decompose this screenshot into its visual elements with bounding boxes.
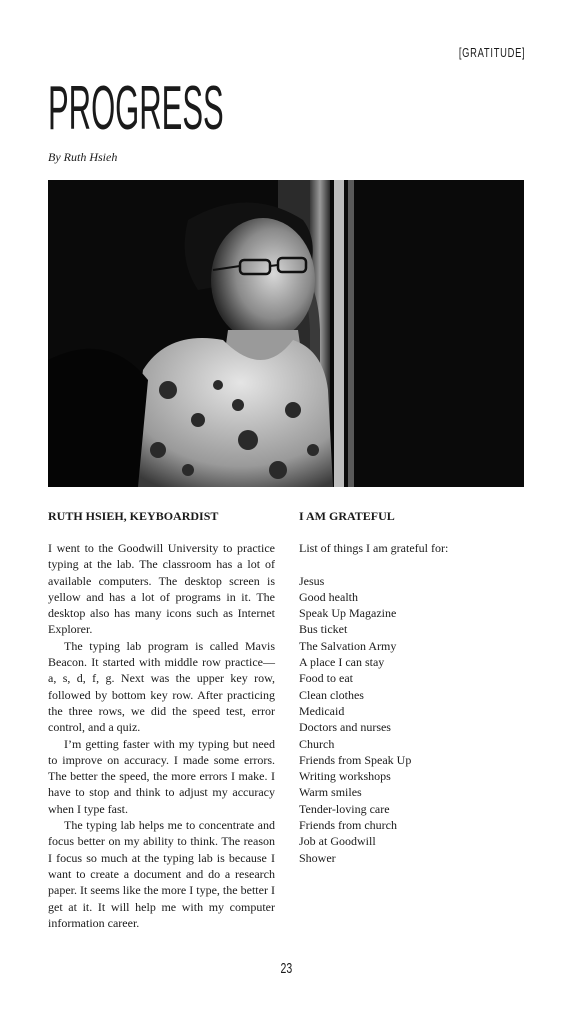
list-item: Jesus bbox=[299, 573, 325, 588]
list-item: Church bbox=[299, 736, 335, 751]
article-title: PROGRESS bbox=[48, 74, 224, 143]
body-paragraph: I’m getting faster with my typing but need to improve on accuracy. I made some errors. The better the speed, the more errors I make. I have to stop and think to adjust my accuracy when I type fast. bbox=[48, 736, 275, 816]
list-item: Bus ticket bbox=[299, 622, 348, 637]
portrait-photo bbox=[48, 180, 524, 487]
list-item: Shower bbox=[299, 850, 336, 865]
list-item: Friends from Speak Up bbox=[299, 752, 412, 767]
gratitude-intro: List of things I am grateful for: bbox=[299, 541, 449, 555]
right-column bbox=[299, 508, 525, 866]
body-paragraph: The typing lab helps me to concentrate and focus better on my ability to think. The reason I focus so much at the typing lab is because I want to create a document and do a research paper. It seems like the more I type, the better I get at it. It will help me with my computer information career. bbox=[48, 818, 275, 930]
list-item: The Salvation Army bbox=[299, 638, 397, 653]
list-item: Tender-loving care bbox=[299, 801, 390, 816]
list-item: Medicaid bbox=[299, 703, 345, 718]
list-item: Doctors and nurses bbox=[299, 720, 391, 735]
left-column-heading: RUTH HSIEH, KEYBOARDIST bbox=[48, 509, 219, 523]
byline: By Ruth Hsieh bbox=[48, 150, 118, 164]
list-item: Speak Up Magazine bbox=[299, 606, 397, 621]
body-paragraph: The typing lab program is called Mavis Beacon. It started with middle row practice—a, s, d, f, g. Next was the upper key row, followed by bottom key row. After practicing the three rows, we did the speed test, error control, and a quiz. bbox=[48, 638, 275, 735]
list-item: Clean clothes bbox=[299, 687, 364, 702]
left-column bbox=[48, 508, 275, 931]
body-paragraph: I went to the Goodwill University to practice typing at the lab. The classroom has a lot of available computers. The desktop screen is yellow and has a lot of programs in it. The desktop also has many icons such as Internet Explorer. bbox=[48, 541, 275, 637]
list-item: Friends from church bbox=[299, 818, 397, 833]
portrait-photo-illustration bbox=[48, 180, 524, 487]
list-item: Food to eat bbox=[299, 671, 353, 686]
list-item: Good health bbox=[299, 589, 358, 604]
list-item: A place I can stay bbox=[299, 655, 385, 670]
list-item: Warm smiles bbox=[299, 785, 362, 800]
list-item: Writing workshops bbox=[299, 769, 391, 784]
gratitude-list bbox=[299, 573, 525, 866]
right-column-heading: I AM GRATEFUL bbox=[299, 509, 395, 523]
section-tag: [GRATITUDE] bbox=[458, 45, 525, 60]
page-number-text: 23 bbox=[280, 960, 293, 977]
page-number bbox=[0, 960, 573, 977]
list-item: Job at Goodwill bbox=[299, 834, 376, 849]
